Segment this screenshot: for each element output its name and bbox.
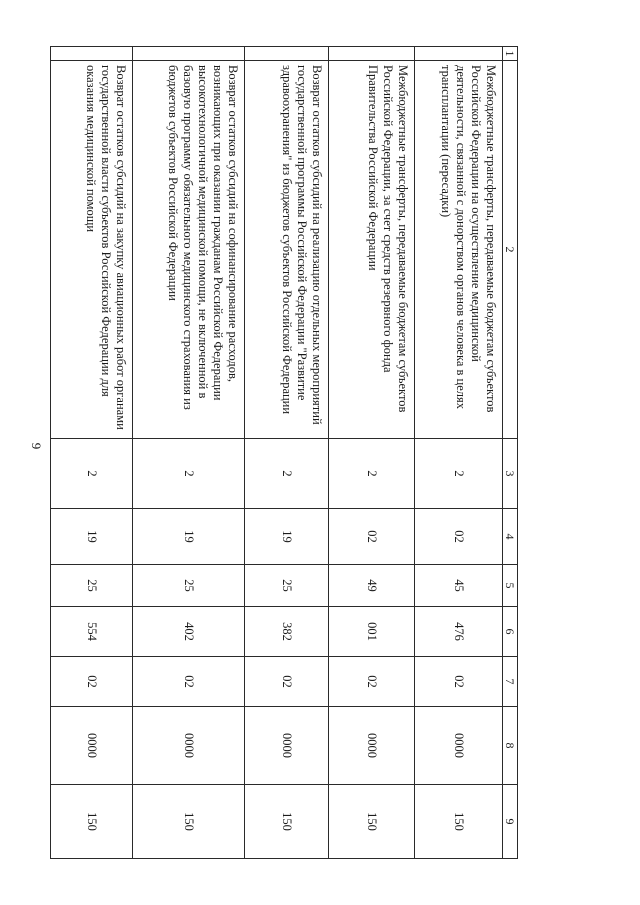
cell-col-6: 476	[415, 607, 503, 657]
cell-col-4: 19	[51, 509, 133, 565]
cell-col-8: 0000	[415, 707, 503, 785]
cell-col-9: 150	[329, 785, 415, 859]
table-header-row	[503, 47, 518, 859]
cell-col-3: 2	[329, 439, 415, 509]
cell-col-5: 25	[51, 565, 133, 607]
cell-col-3: 2	[51, 439, 133, 509]
cell-col-8: 0000	[245, 707, 329, 785]
table-row	[51, 47, 133, 859]
cell-col-7: 02	[51, 657, 133, 707]
cell-description: Возврат остатков субсидий на реализацию отдельных мероприятий государственной программы Российской Федерации "Развитие здравоохранения" из бюджетов субъектов Российской Федерации	[245, 61, 329, 439]
cell-col-6: 382	[245, 607, 329, 657]
cell-col-7: 02	[329, 657, 415, 707]
cell-col-3: 2	[133, 439, 245, 509]
cell-col-8: 0000	[329, 707, 415, 785]
header-col-6: 6	[503, 607, 518, 657]
cell-col-9: 150	[415, 785, 503, 859]
cell-description: Возврат остатков субсидий на софинансирование расходов, возникающих при оказании гражданам Российской Федерации высокотехнологичной медицинской помощи, не включенной в базовую программу обязательного медицинского страхования из бюджетов субъектов Российской Федерации	[133, 61, 245, 439]
cell-col-9: 150	[133, 785, 245, 859]
cell-col-4: 19	[133, 509, 245, 565]
cell-col-5: 49	[329, 565, 415, 607]
cell-col-5: 25	[133, 565, 245, 607]
cell-col-7: 02	[133, 657, 245, 707]
cell-description: Возврат остатков субсидий на закупку авиационных работ органами государственной власти субъектов Российской Федерации для оказания медицинской помощи	[51, 61, 133, 439]
page-number: 9	[29, 442, 44, 450]
cell-col-7: 02	[415, 657, 503, 707]
cell-col-9: 150	[245, 785, 329, 859]
cell-col-3: 2	[415, 439, 503, 509]
cell-col-8: 0000	[133, 707, 245, 785]
header-col-2: 2	[503, 61, 518, 439]
cell-col-4: 19	[245, 509, 329, 565]
cell-col-7: 02	[245, 657, 329, 707]
cell-col-6: 402	[133, 607, 245, 657]
cell-col-1	[415, 47, 503, 61]
cell-col-6: 554	[51, 607, 133, 657]
cell-col-4: 02	[415, 509, 503, 565]
cell-col-1	[245, 47, 329, 61]
budget-code-table	[50, 46, 518, 859]
table-row	[329, 47, 415, 859]
table-row	[245, 47, 329, 859]
cell-col-6: 001	[329, 607, 415, 657]
table-row	[415, 47, 503, 859]
cell-col-3: 2	[245, 439, 329, 509]
header-col-8: 8	[503, 707, 518, 785]
cell-col-5: 25	[245, 565, 329, 607]
cell-description: Межбюджетные трансферты, передаваемые бюджетам субъектов Российской Федерации, за счет средств резервного фонда Правительства Российской Федерации	[329, 61, 415, 439]
header-col-4: 4	[503, 509, 518, 565]
cell-col-1	[329, 47, 415, 61]
cell-col-9: 150	[51, 785, 133, 859]
header-col-7: 7	[503, 657, 518, 707]
cell-col-5: 45	[415, 565, 503, 607]
cell-col-1	[133, 47, 245, 61]
budget-code-table-container	[50, 46, 518, 858]
header-col-1: 1	[503, 47, 518, 61]
table-row	[133, 47, 245, 859]
header-col-3: 3	[503, 439, 518, 509]
cell-col-1	[51, 47, 133, 61]
cell-col-4: 02	[329, 509, 415, 565]
header-col-9: 9	[503, 785, 518, 859]
header-col-5: 5	[503, 565, 518, 607]
cell-description: Межбюджетные трансферты, передаваемые бюджетам субъектов Российской Федерации на осуществление медицинской деятельности, связанной с донорством органов человека в целях трансплантации (пересадки)	[415, 61, 503, 439]
cell-col-8: 0000	[51, 707, 133, 785]
